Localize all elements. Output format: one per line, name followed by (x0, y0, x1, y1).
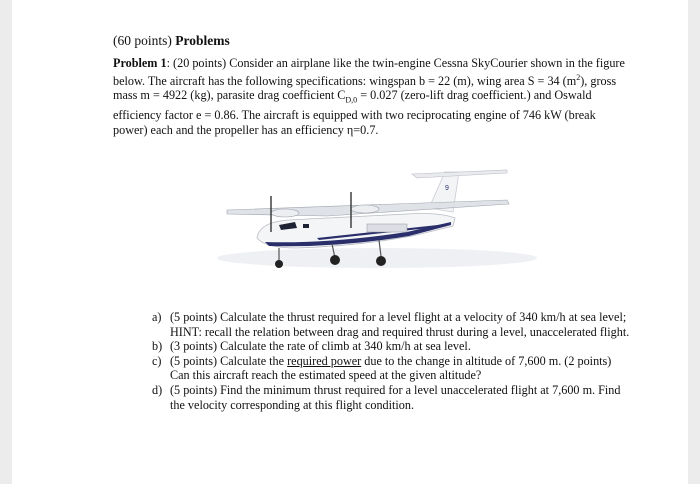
main-gear-wheel-right (376, 256, 386, 266)
question-mark: a) (152, 310, 162, 324)
aircraft-figure (207, 160, 537, 280)
nose-gear-wheel (275, 260, 283, 268)
question-mark: c) (152, 353, 162, 368)
question-mark: b) (152, 339, 163, 354)
horizontal-stabilizer (412, 170, 507, 178)
page-heading (113, 33, 230, 49)
problem-text-c: = 0.027 (zero-lift drag coefficient.) and Oswald efficiency factor e = 0.86. The aircraft is equipped with two reciprocating engine of 746 kW (break power) each and the propeller has an efficiency η=0.7. (113, 88, 596, 137)
question-item (152, 354, 632, 383)
question-item (152, 310, 632, 339)
main-gear-wheel-left (330, 255, 340, 265)
problem-label: Problem 1 (113, 56, 167, 70)
question-item (152, 383, 632, 412)
question-underlined: required power (287, 353, 362, 368)
engine-nacelle-right (351, 205, 379, 213)
question-text: (5 points) Find the minimum thrust required for a level unaccelerated flight at 7,600 m. Find the velocity corresponding at this flight condition. (170, 382, 621, 412)
question-list (152, 310, 632, 412)
question-text-post: due to the change in altitude of 7,600 m. (2 points) Can this aircraft reach the estimated speed at the given altitude? (170, 353, 612, 383)
cabin-window (303, 224, 309, 228)
problem-subscript: D,0 (345, 95, 358, 105)
problem-text-b: ), gross mass m = 4922 (kg), parasite drag coefficient C (113, 73, 617, 103)
question-mark: d) (152, 382, 163, 397)
problem-statement (113, 56, 633, 137)
engine-nacelle-left (271, 209, 299, 217)
question-text: (3 points) Calculate the rate of climb at 340 km/h at sea level. (170, 339, 471, 354)
problem-superscript: 2 (576, 72, 581, 82)
tail-number: 9 (445, 185, 449, 192)
question-item (152, 339, 632, 354)
heading-title: Problems (175, 33, 230, 48)
problem-text-a: : (20 points) Consider an airplane like the twin-engine Cessna SkyCourier shown in the figure below. The aircraft has the following specifications: wingspan b = 22 (m), wing area S = 34 (m (113, 56, 625, 88)
question-text: (5 points) Calculate the thrust required for a level flight at a velocity of 340 km/h at sea level; HINT: recall the relation between drag and required thrust during a level, unaccelerated flight. (170, 310, 630, 339)
question-text-pre: (5 points) Calculate the (170, 353, 288, 368)
document-page (12, 0, 688, 484)
cargo-door (367, 224, 407, 232)
heading-points: (60 points) (113, 33, 172, 48)
